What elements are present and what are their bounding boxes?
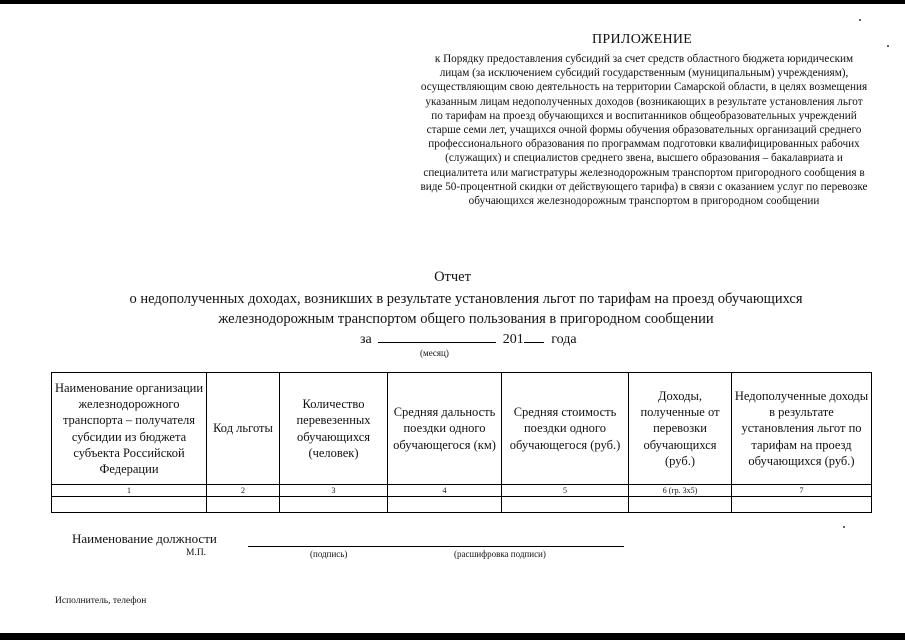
report-subtitle: о недополученных доходах, возникших в результате установления льгот по тарифам на проезд обучающихся железнодорожным транспортом общего пользования в пригородном сообщении xyxy=(129,291,803,327)
table-cell xyxy=(52,497,207,513)
scan-speck xyxy=(859,19,861,21)
column-header: Средняя дальность поездки одного обучающегося (км) xyxy=(388,373,502,485)
appendix-text: к Порядку предоставления субсидий за счет средств областного бюджета юридическим лицам (за исключением субсидий государственным (муниципальным) учреждениям), осуществляющим свою деятельность на территории Самарской области, в целях возмещения указанным лицам недополученных доходов (возникающих в результате установления льгот по тарифам на проезд обучающихся и воспитанников общеобразовательных учреждений старше семи лет, учащихся очной формы обучения образовательных организаций среднего профессионального образования по программам подготовки квалифицированных рабочих (служащих) и специалистов среднего звена, высшего образования – бакалавриата и специалитета или магистратуры железнодорожным транспортом пригородного сообщения в виде 50-процентной скидки от действующего тарифа) в связи с оказанием услуг по перевозке обучающихся железнодорожным транспортом в пригородном сообщении xyxy=(420,53,868,208)
table-header-row xyxy=(52,373,872,485)
top-border-rule xyxy=(0,0,905,4)
period-suffix: года xyxy=(551,332,577,347)
report-table xyxy=(51,372,872,513)
column-number: 1 xyxy=(52,485,207,497)
table-cell xyxy=(280,497,388,513)
month-blank xyxy=(378,329,496,343)
scan-speck xyxy=(887,45,889,47)
period-prefix: за xyxy=(360,332,372,347)
column-number: 2 xyxy=(207,485,280,497)
period-year: 201 xyxy=(502,332,524,347)
column-header: Код льготы xyxy=(207,373,280,485)
column-number: 6 (гр. 3х5) xyxy=(629,485,732,497)
appendix-title: ПРИЛОЖЕНИЕ xyxy=(592,32,693,47)
bottom-border-rule xyxy=(0,633,905,640)
column-number: 3 xyxy=(280,485,388,497)
table-data-row xyxy=(52,497,872,513)
table-cell xyxy=(502,497,629,513)
table-cell xyxy=(388,497,502,513)
report-period xyxy=(360,329,577,348)
column-number-row xyxy=(52,485,872,497)
column-number: 5 xyxy=(502,485,629,497)
table-cell xyxy=(629,497,732,513)
table-cell xyxy=(207,497,280,513)
signature-caption: (подпись) xyxy=(310,549,348,559)
executor-label: Исполнитель, телефон xyxy=(55,596,147,606)
signature-decode-caption: (расшифровка подписи) xyxy=(454,549,546,559)
column-header: Средняя стоимость поездки одного обучающегося (руб.) xyxy=(502,373,629,485)
column-header: Количество перевезенных обучающихся (человек) xyxy=(280,373,388,485)
column-header: Недополученные доходы в результате установления льгот по тарифам на проезд обучающихся (руб.) xyxy=(732,373,872,485)
column-header: Наименование организации железнодорожного транспорта – получателя субсидии из бюджета субъекта Российской Федерации xyxy=(52,373,207,485)
report-title: Отчет xyxy=(434,269,471,285)
column-number: 4 xyxy=(388,485,502,497)
month-caption: (месяц) xyxy=(420,348,449,358)
year-blank xyxy=(524,329,544,343)
column-header: Доходы, полученные от перевозки обучающихся (руб.) xyxy=(629,373,732,485)
table-cell xyxy=(732,497,872,513)
stamp-place-label: М.П. xyxy=(186,548,207,558)
position-label: Наименование должности xyxy=(72,531,217,546)
signature-line xyxy=(248,546,624,547)
scan-speck xyxy=(843,526,845,528)
column-number: 7 xyxy=(732,485,872,497)
